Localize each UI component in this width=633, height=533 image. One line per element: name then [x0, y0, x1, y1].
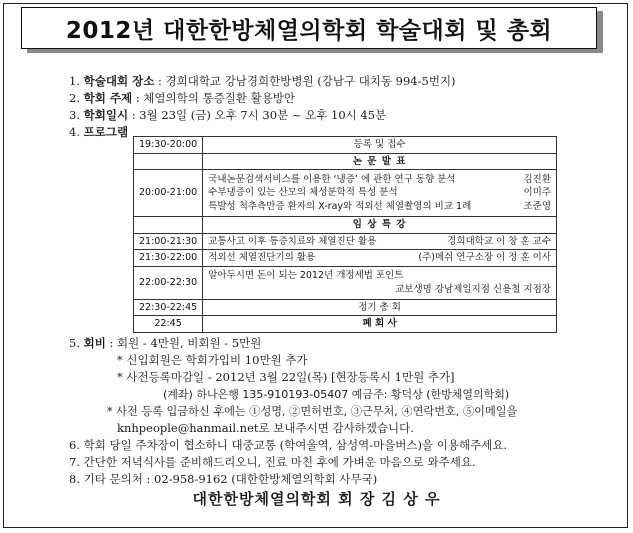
time-cell: 22:00-22:30 — [134, 266, 203, 299]
table-row — [134, 233, 557, 250]
assembly-cell: 정기 총 회 — [203, 299, 557, 316]
program-table — [133, 136, 557, 333]
date-line — [69, 107, 386, 124]
fees-label: 회비 — [83, 336, 106, 350]
talk-speaker: 김진환 — [523, 173, 551, 185]
fees-num: 5. — [69, 336, 80, 350]
clinical-item — [208, 235, 551, 249]
table-row — [134, 299, 557, 316]
date-label: 학회일시 — [83, 108, 129, 122]
table-row — [134, 170, 557, 217]
time-cell: 19:30-20:00 — [134, 137, 203, 154]
time-cell: 22:45 — [134, 316, 203, 333]
time-cell: 21:30-22:00 — [134, 250, 203, 267]
fees-value: : 회원 - 4만원, 비회원 - 5만원 — [105, 336, 262, 350]
footer-signature: 대한한방체열의학회 회 장 김 상 우 — [192, 490, 441, 508]
venue-sep: : — [154, 74, 166, 88]
date-num: 3. — [69, 108, 80, 122]
venue-num: 1. — [69, 74, 80, 88]
paper-talks-cell — [203, 170, 557, 217]
notice-parking: 6. 학회 당일 주차장이 협소하니 대중교통 (학여울역, 삼성역-마을버스)을 이용해주세요. — [69, 438, 508, 452]
clinical-cell — [203, 266, 557, 299]
clinical-speaker: 경희대학교 이 창 훈 교수 — [447, 235, 551, 247]
talk-speaker: 조준영 — [523, 200, 551, 212]
date-sep: : — [128, 108, 140, 122]
table-row — [134, 316, 557, 333]
talk-item — [208, 200, 551, 214]
program-line — [69, 124, 128, 141]
talk-item — [208, 186, 551, 200]
talk-title: 수부냉증이 있는 산모의 체성분학적 특성 분석 — [208, 187, 398, 199]
table-row — [134, 217, 557, 234]
theme-value: 체열의학의 통증질환 활용방안 — [143, 91, 296, 105]
clinical-item — [208, 251, 551, 265]
theme-label: 학회 주제 — [83, 91, 133, 105]
closing-cell: 폐 회 사 — [203, 316, 557, 333]
notice-contact: 8. 기타 문의처 : 02-958-9162 (대한한방체열의학회 사무국) — [69, 472, 378, 486]
venue-value: 경희대학교 강남경희한방병원 (강남구 대치동 994-5번지) — [165, 74, 456, 88]
table-row — [134, 266, 557, 299]
fees-note-email-cont: knhpeople@hanmail.net로 보내주시면 감사하겠습니다. — [117, 421, 414, 435]
time-cell — [134, 153, 203, 170]
theme-num: 2. — [69, 91, 80, 105]
clinical-title: 알아두시면 돈이 되는 2012년 개정세법 포인트 — [208, 270, 404, 281]
time-cell — [134, 217, 203, 234]
notice-dinner: 7. 간단한 저녁식사를 준비해드리오니, 진료 마친 후에 가벼운 마음으로 와주세요. — [69, 455, 476, 469]
clinical-cell — [203, 233, 557, 250]
clinical-title: 적외선 체열진단기의 활용 — [208, 252, 316, 263]
fees-note-deadline: * 사전등록마감일 - 2012년 3월 22일(목) [현장등록시 1만원 추가] — [117, 370, 455, 384]
theme-sep: : — [132, 91, 144, 105]
theme-line — [69, 90, 295, 107]
talk-speaker: 이미주 — [523, 187, 551, 199]
page-title: 2012년 대한한방체열의학회 학술대회 및 총회 — [65, 17, 553, 44]
clinical-speaker: (주)메쉬 연구소장 이 정 훈 이사 — [418, 252, 551, 263]
clinical-header: 임 상 특 강 — [203, 217, 557, 234]
fees-note-email: * 사전 등록 입금하신 후에는 ①성명, ②면허번호, ③근무처, ④연락번호, ⑤이메일을 — [107, 405, 518, 418]
title-box — [21, 7, 597, 49]
table-row — [134, 153, 557, 170]
clinical-cell — [203, 250, 557, 267]
clinical-title: 교통사고 이후 통증치료와 체열진단 활용 — [208, 235, 377, 247]
date-value: 3월 23일 (금) 오후 7시 30분 ~ 오후 10시 45분 — [139, 108, 387, 122]
venue-label: 학술대회 장소 — [83, 74, 155, 88]
talk-title: 국내논문검색서비스를 이용한 ‘냉증’ 에 관한 연구 동향 분석 — [208, 173, 456, 185]
time-cell: 20:00-21:00 — [134, 170, 203, 217]
table-row — [134, 137, 557, 154]
time-cell: 22:30-22:45 — [134, 299, 203, 316]
program-label: 프로그램 — [83, 125, 129, 139]
table-row — [134, 250, 557, 267]
venue-line — [69, 73, 456, 90]
time-cell: 21:00-21:30 — [134, 233, 203, 250]
fees-note-new-member: * 신입회원은 학회가입비 10만원 추가 — [117, 353, 308, 367]
bank-account: (계좌) 하나은행 135-910193-05407 예금주: 황덕상 (한방체열의학회) — [163, 388, 510, 401]
talk-item — [208, 173, 551, 187]
program-num: 4. — [69, 125, 80, 139]
talk-title: 특발성 척추측만증 환자의 X-ray와 적외선 체열촬영의 비교 1례 — [208, 200, 472, 212]
fees-line — [69, 335, 261, 352]
clinical-speaker: 교보생명 강남제일지점 신용철 지점장 — [395, 283, 551, 295]
registration-cell: 등록 및 접수 — [203, 137, 557, 154]
paper-header: 논 문 발 표 — [203, 153, 557, 170]
